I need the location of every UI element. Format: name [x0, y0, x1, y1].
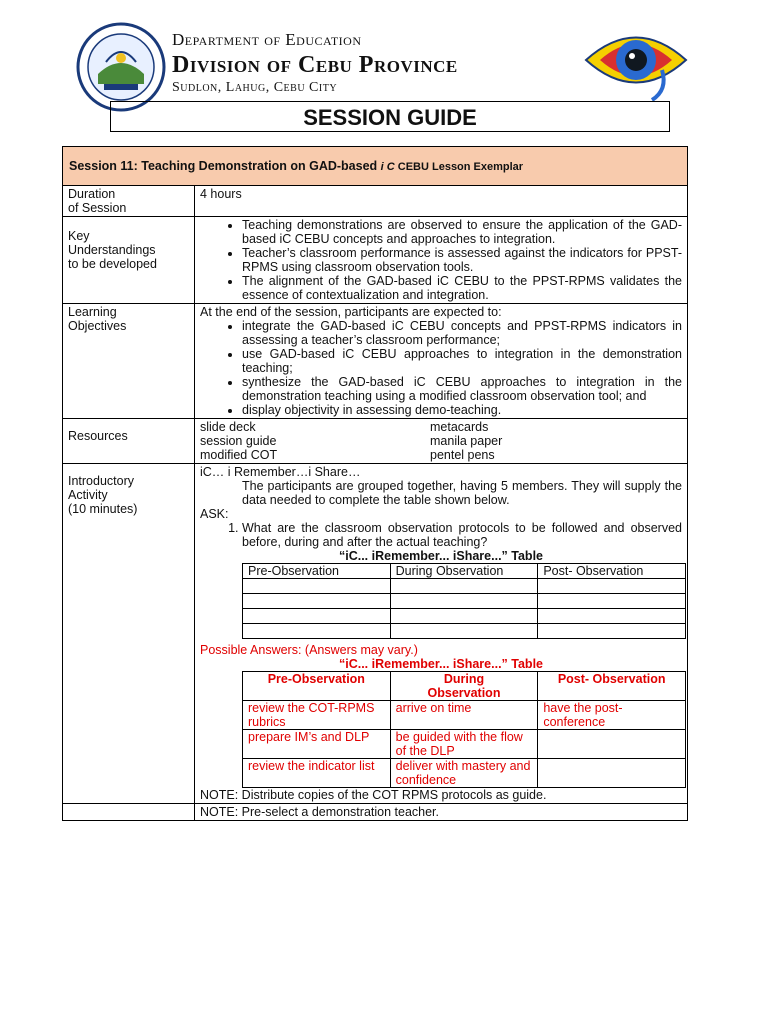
- session-heading: [63, 147, 688, 186]
- table-cell: [243, 594, 391, 609]
- session-heading-ic: i C: [380, 160, 395, 173]
- table-cell: [538, 759, 686, 788]
- blank-protocol-table: [242, 563, 686, 639]
- list-item: • Teaching demonstrations are observed to ensure the application of the GAD-based iC CEBU concepts and approaches to integration.: [242, 218, 682, 246]
- key-understandings-cell: [195, 217, 688, 304]
- resource-item: metacards: [430, 420, 489, 434]
- table1-title: “iC... iRemember... iShare...” Table: [338, 549, 543, 563]
- answer-protocol-table: [242, 671, 686, 788]
- resource-item: manila paper: [430, 434, 503, 448]
- list-item: • display objectivity in assessing demo-teaching.: [242, 403, 682, 417]
- resource-item: session guide: [200, 434, 277, 448]
- note-distribute: NOTE: Distribute copies of the COT RPMS protocols as guide.: [200, 788, 547, 802]
- duration-value: 4 hours: [195, 186, 688, 217]
- page-title: SESSION GUIDE: [110, 101, 670, 132]
- duration-label: Duration of Session: [63, 186, 195, 217]
- resources-cell: [195, 419, 688, 464]
- activity-heading: iC… i Remember…i Share…: [200, 465, 361, 479]
- table-cell: arrive on time: [390, 701, 538, 730]
- table-cell: [243, 609, 391, 624]
- table-header: Post- Observation: [538, 564, 686, 579]
- table-cell: [390, 624, 538, 639]
- table-cell: [538, 594, 686, 609]
- table-row: [243, 701, 686, 730]
- table-cell: deliver with mastery and confidence: [390, 759, 538, 788]
- table-cell: [243, 579, 391, 594]
- table-cell: prepare IM’s and DLP: [243, 730, 391, 759]
- key-understandings-label: Key Understandings to be developed: [63, 217, 195, 304]
- possible-answers-label: Possible Answers: (Answers may vary.): [200, 643, 418, 657]
- table-cell: [538, 730, 686, 759]
- list-item: • use GAD-based iC CEBU approaches to integration in the demonstration teaching;: [242, 347, 682, 375]
- list-item: • integrate the GAD-based iC CEBU concepts and PPST-RPMS indicators in assessing a teacher’s classroom performance;: [242, 319, 682, 347]
- resource-item: slide deck: [200, 420, 256, 434]
- deped-cebu-seal-icon: [76, 22, 166, 112]
- table-cell: [538, 609, 686, 624]
- table2-title: “iC... iRemember... iShare...” Table: [338, 657, 543, 671]
- letterhead: [0, 0, 768, 104]
- resource-item: modified COT: [200, 448, 278, 462]
- table-header: Post- Observation: [538, 672, 686, 701]
- table-row: [243, 759, 686, 788]
- table-header: During Observation: [390, 672, 538, 701]
- table-cell: [243, 624, 391, 639]
- resource-item: pentel pens: [430, 448, 495, 462]
- table-cell: [390, 609, 538, 624]
- ask-question: 1. What are the classroom observation protocols to be followed and observed before, during and after the actual teaching?: [242, 521, 682, 549]
- table-header: Pre-Observation: [243, 672, 391, 701]
- learning-objectives-cell: [195, 304, 688, 419]
- ic-cebu-logo-icon: [578, 20, 694, 106]
- table-cell: review the indicator list: [243, 759, 391, 788]
- ask-label: ASK:: [200, 507, 229, 521]
- table-row: [243, 730, 686, 759]
- list-item: • Teacher’s classroom performance is assessed against the indicators for PPST-RPMS using classroom observation tools.: [242, 246, 682, 274]
- introductory-activity-cell: [195, 464, 688, 804]
- department-name: Department of Education: [172, 30, 362, 49]
- table-header: Pre-Observation: [243, 564, 391, 579]
- list-item: • The alignment of the GAD-based iC CEBU to the PPST-RPMS validates the essence of contextualization and integration.: [242, 274, 682, 302]
- empty-label-cell: [63, 804, 195, 821]
- table-cell: [390, 594, 538, 609]
- table-cell: [538, 624, 686, 639]
- session-heading-end: CEBU Lesson Exemplar: [394, 160, 524, 173]
- introductory-activity-label: Introductory Activity (10 minutes): [63, 464, 195, 804]
- table-cell: have the post-conference: [538, 701, 686, 730]
- table-header: During Observation: [390, 564, 538, 579]
- division-name: Division of Cebu Province: [172, 52, 458, 78]
- table-cell: review the COT-RPMS rubrics: [243, 701, 391, 730]
- session-heading-text: Session 11: Teaching Demonstration on GAD-based: [69, 158, 381, 173]
- activity-paragraph: The participants are grouped together, having 5 members. They will supply the data needed to complete the table shown below.: [242, 479, 682, 507]
- objectives-intro: At the end of the session, participants are expected to:: [200, 305, 502, 319]
- division-address: Sudlon, Lahug, Cebu City: [172, 80, 338, 95]
- table-cell: [390, 579, 538, 594]
- list-item: • synthesize the GAD-based iC CEBU approaches to integration in the demonstration teaching using a modified classroom observation tool; and: [242, 375, 682, 403]
- resources-label: Resources: [63, 419, 195, 464]
- learning-objectives-label: Learning Objectives: [63, 304, 195, 419]
- session-guide-table: [62, 146, 688, 821]
- table-cell: be guided with the flow of the DLP: [390, 730, 538, 759]
- table-cell: [538, 579, 686, 594]
- note-preselect: NOTE: Pre-select a demonstration teacher.: [195, 804, 688, 821]
